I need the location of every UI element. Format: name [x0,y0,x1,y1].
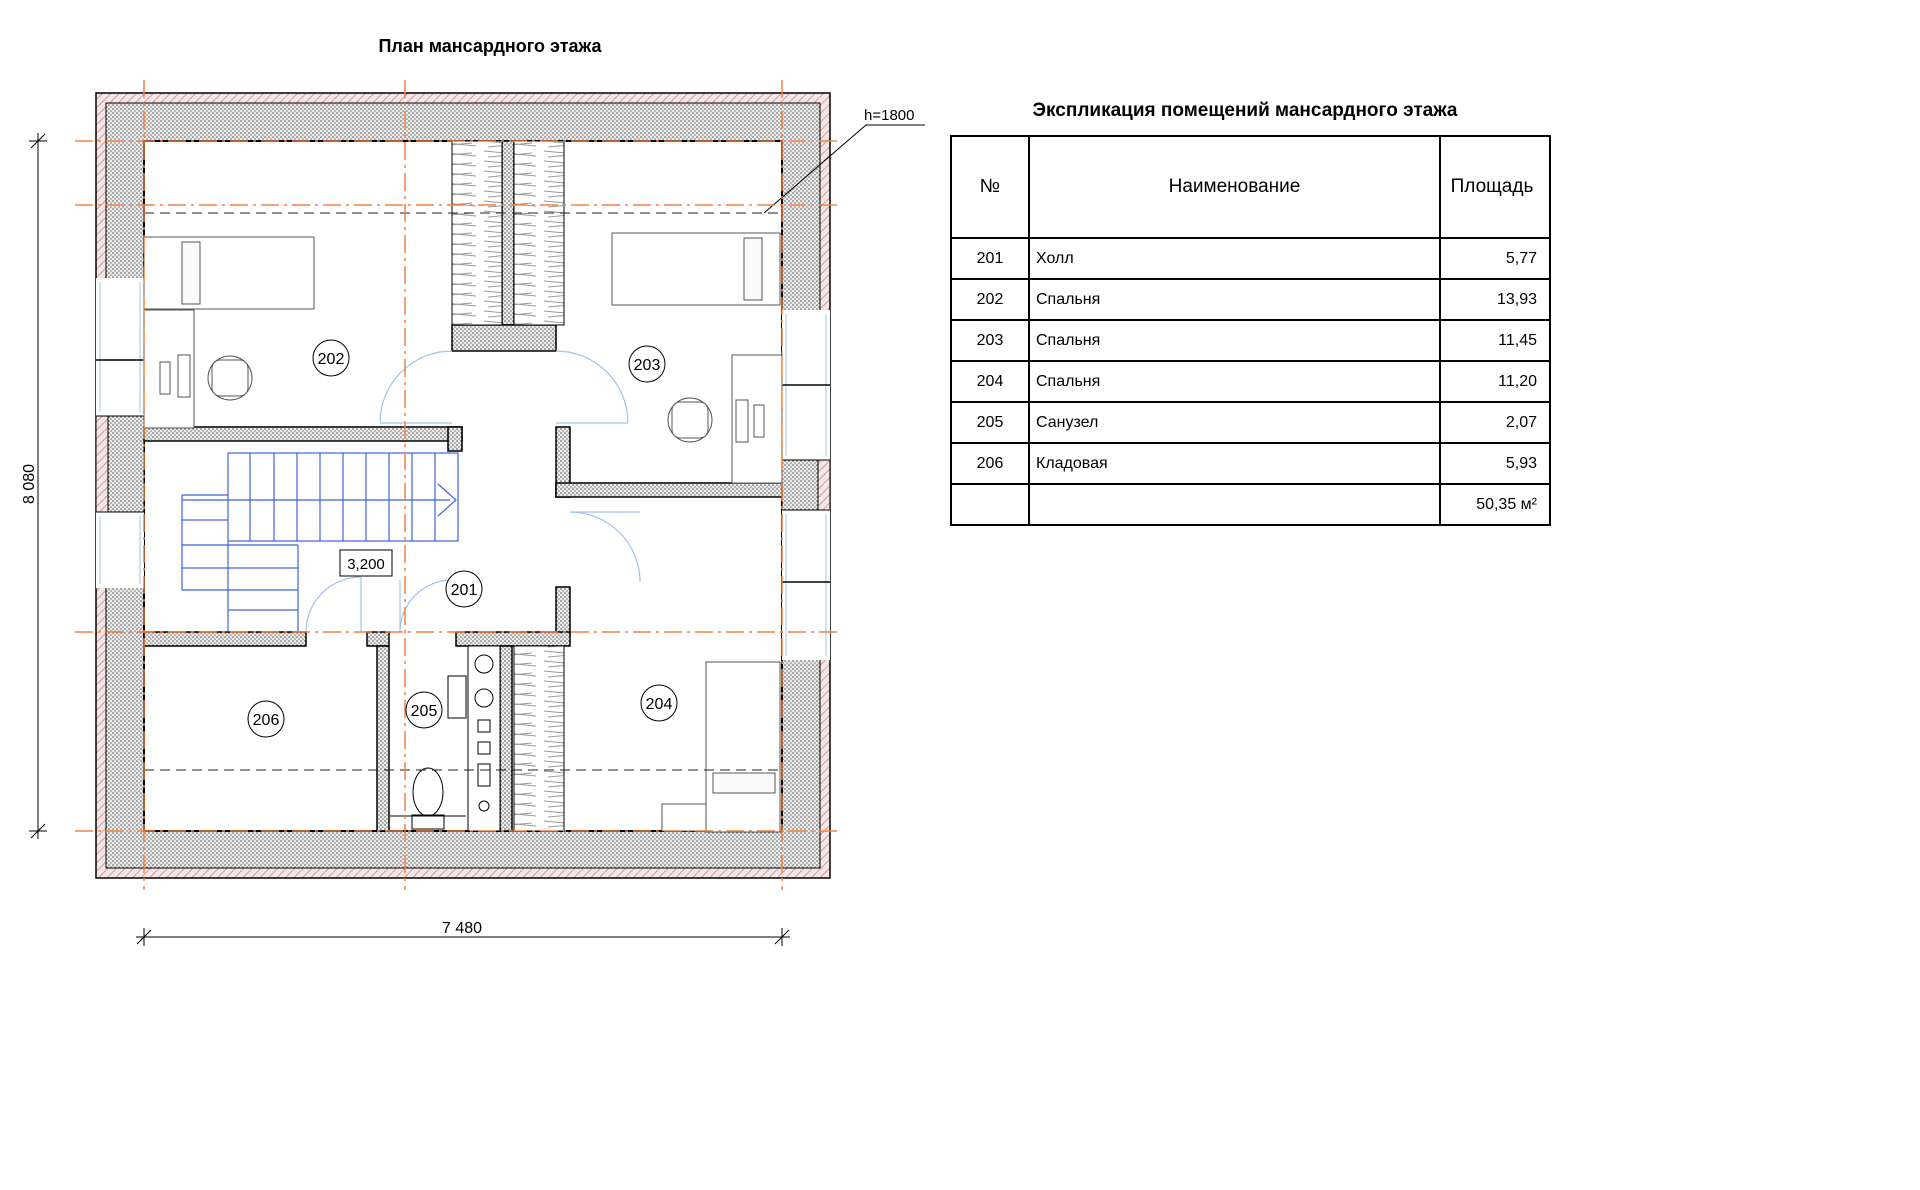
room-label-205 [406,692,442,728]
table-total-row [951,484,1550,525]
room-label-203 [629,346,665,382]
explication-table [950,135,1551,526]
row-name: Спальня [1029,279,1440,320]
room-label-206 [248,701,284,737]
row-name: Санузел [1029,402,1440,443]
table-row [951,402,1550,443]
row-name: Спальня [1029,320,1440,361]
svg-text:202: 202 [317,351,345,368]
room-label-201 [446,571,482,607]
svg-text:204: 204 [645,696,673,713]
row-name: Кладовая [1029,443,1440,484]
row-num: 206 [951,443,1029,484]
row-area: 11,45 [1440,320,1550,361]
table-row [951,238,1550,279]
floor-plan [0,0,950,990]
row-num: 202 [951,279,1029,320]
stair-level: 3,200 [347,556,385,573]
table-row [951,443,1550,484]
svg-text:205: 205 [410,703,438,720]
row-area: 13,93 [1440,279,1550,320]
table-row [951,361,1550,402]
row-name: Холл [1029,238,1440,279]
svg-text:201: 201 [450,582,478,599]
header-name: Наименование [1029,136,1440,238]
svg-text:206: 206 [252,712,280,729]
room-label-204 [641,685,677,721]
total-name-empty [1029,484,1440,525]
total-num-empty [951,484,1029,525]
row-num: 203 [951,320,1029,361]
row-num: 205 [951,402,1029,443]
plan-title: План мансардного этажа [378,36,602,56]
row-num: 201 [951,238,1029,279]
height-label: h=1800 [864,107,915,124]
explication-title: Экспликация помещений мансардного этажа [1032,100,1458,121]
row-num: 204 [951,361,1029,402]
row-name: Спальня [1029,361,1440,402]
svg-text:203: 203 [633,357,661,374]
row-area: 5,93 [1440,443,1550,484]
dimension-width-label: 7 480 [441,920,483,937]
row-area: 2,07 [1440,402,1550,443]
row-area: 11,20 [1440,361,1550,402]
total-area: 50,35 м² [1440,484,1550,525]
row-area: 5,77 [1440,238,1550,279]
table-row [951,320,1550,361]
room-label-202 [313,340,349,376]
dimension-height-label: 8 080 [21,463,38,505]
header-num: № [951,136,1029,238]
table-row [951,279,1550,320]
header-area: Площадь [1440,136,1550,238]
table-header-row [951,136,1550,238]
